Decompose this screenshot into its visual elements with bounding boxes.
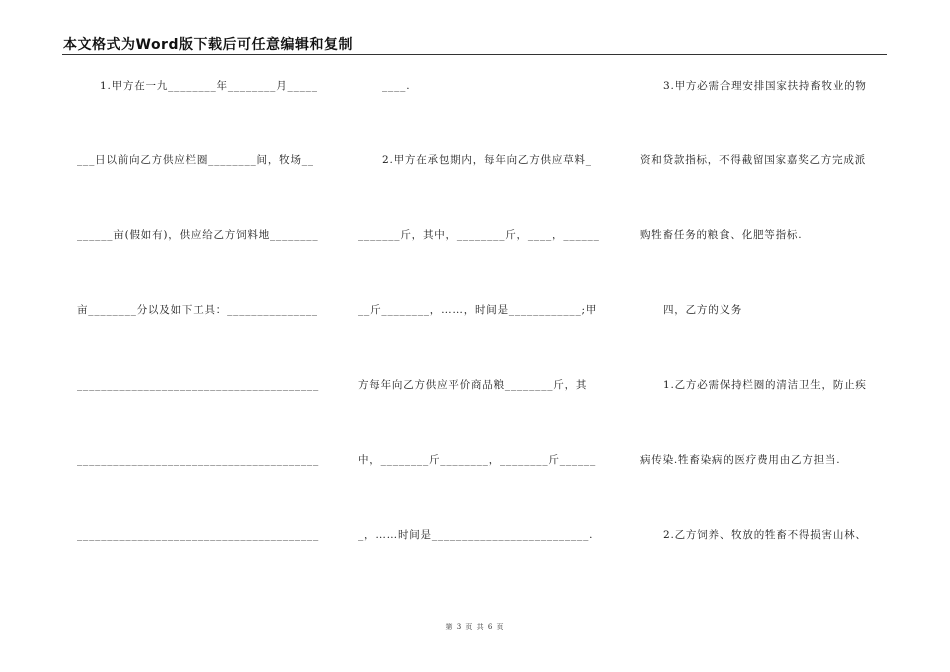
- text-line: ___日以前向乙方供应栏圈________间，牧场__: [77, 154, 314, 166]
- text-line: ______亩(假如有)，供应给乙方饲料地________: [77, 229, 319, 241]
- text-line: 亩________分以及如下工具：_______________: [77, 304, 318, 316]
- text-line: ________________________________________: [77, 454, 319, 466]
- text-line: 中，________斤________，________斤______: [358, 454, 596, 466]
- text-line: 2.甲方在承包期内，每年向乙方供应草料_: [382, 154, 592, 166]
- text-line: 方每年向乙方供应平价商品粮________斤，其: [358, 379, 588, 391]
- text-line: 2.乙方饲养、牧放的牲畜不得损害山林、: [663, 529, 867, 541]
- text-line: 1.乙方必需保持栏圈的清洁卫生，防止疾: [663, 379, 867, 391]
- document-header-title: 本文格式为Word版下载后可任意编辑和复制: [63, 37, 353, 53]
- text-line: 资和贷款指标，不得截留国家嘉奖乙方完成派: [640, 154, 866, 166]
- text-line: 病传染.牲畜染病的医疗费用由乙方担当.: [640, 454, 841, 466]
- text-line: __斤________，……，时间是____________;甲: [358, 304, 598, 316]
- section-heading: 四，乙方的义务: [663, 304, 743, 316]
- header-divider: [62, 54, 887, 55]
- text-line: _______斤，其中，________斤，____，______: [358, 229, 600, 241]
- text-line: ____.: [382, 80, 411, 92]
- text-line: 3.甲方必需合理安排国家扶持畜牧业的物: [663, 80, 867, 92]
- text-line: ________________________________________: [77, 379, 319, 391]
- text-line: _，……时间是__________________________.: [358, 529, 594, 541]
- text-line: 1.甲方在一九________年________月_____: [100, 80, 318, 92]
- page-number-footer: 第 3 页 共 6 页: [445, 623, 505, 631]
- text-line: 购牲畜任务的粮食、化肥等指标.: [640, 229, 803, 241]
- text-line: ________________________________________: [77, 529, 319, 541]
